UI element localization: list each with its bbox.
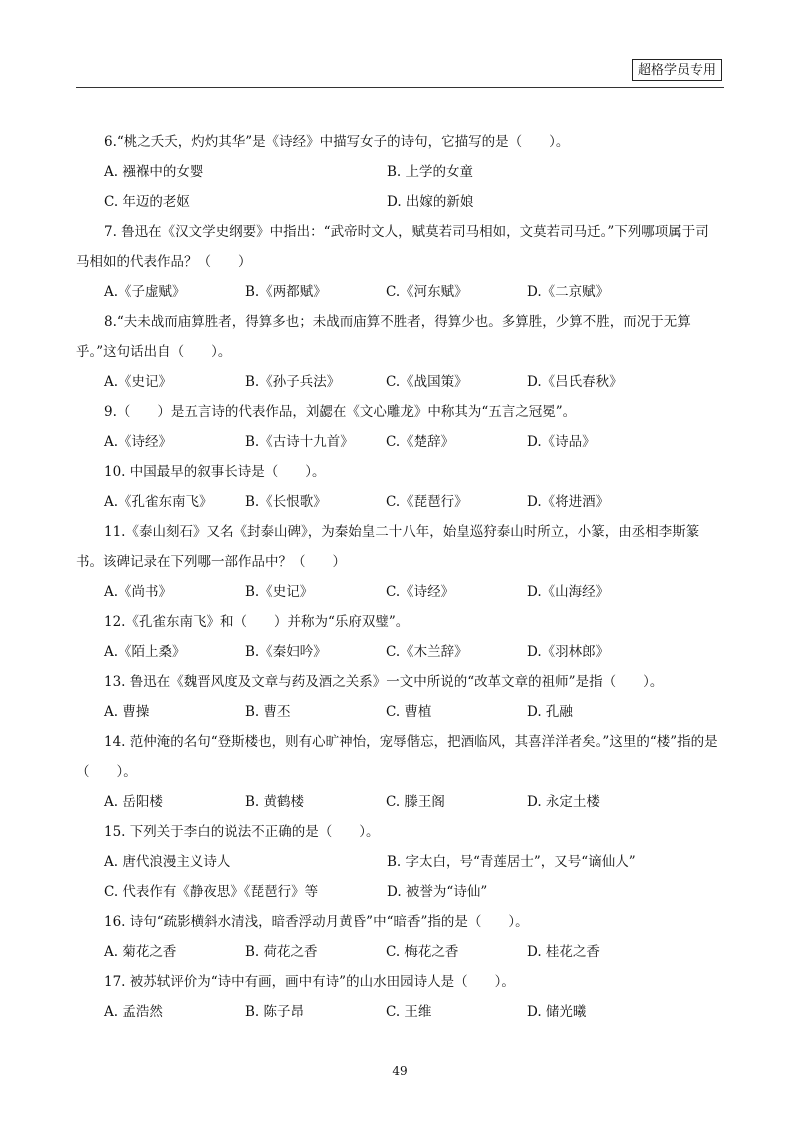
option-16b: B. 荷花之香 — [245, 944, 318, 960]
option-15d: D. 被誉为“诗仙” — [387, 884, 488, 900]
question-list — [76, 127, 720, 1027]
option-6c: C. 年迈的老妪 — [104, 194, 190, 210]
option-9c: C.《楚辞》 — [386, 434, 455, 450]
question-stem-7: 7. 鲁迅在《汉文学史纲要》中指出：“武帝时文人，赋莫若司马相如，文莫若司马迁。”下列哪项属于司马相如的代表作品？（ ） — [76, 224, 709, 270]
options-14 — [104, 787, 720, 817]
option-13b: B. 曹丕 — [245, 704, 291, 720]
option-7b: B.《两都赋》 — [245, 284, 327, 300]
option-15b: B. 字太白，号“青莲居士”，又号“谪仙人” — [387, 854, 636, 870]
question-stem-11: 11.《泰山刻石》又名《封泰山碑》，为秦始皇二十八年，始皇巡狩泰山时所立，小篆，由丞相李斯篆书。该碑记录在下列哪一部作品中？（ ） — [76, 524, 700, 570]
options-7 — [104, 277, 720, 307]
options-12 — [104, 637, 720, 667]
option-15a: A. 唐代浪漫主义诗人 — [104, 854, 231, 870]
option-16c: C. 梅花之香 — [386, 944, 459, 960]
option-9b: B.《古诗十九首》 — [245, 434, 354, 450]
option-16d: D. 桂花之香 — [527, 944, 600, 960]
option-7c: C.《河东赋》 — [386, 284, 468, 300]
option-14b: B. 黄鹤楼 — [245, 794, 305, 810]
option-8b: B.《孙子兵法》 — [245, 374, 341, 390]
option-8a: A.《史记》 — [104, 374, 173, 390]
option-11a: A.《尚书》 — [104, 584, 173, 600]
option-12d: D.《羽林郎》 — [527, 644, 610, 660]
option-13c: C. 曹植 — [386, 704, 432, 720]
question-stem-12: 12.《孔雀东南飞》和（ ）并称为“乐府双璧”。 — [104, 614, 410, 630]
option-17b: B. 陈子昂 — [245, 1004, 305, 1020]
option-12c: C.《木兰辞》 — [386, 644, 468, 660]
option-15c: C. 代表作有《静夜思》《琵琶行》等 — [104, 884, 319, 900]
options-13 — [104, 697, 720, 727]
header-badge: 超格学员专用 — [632, 59, 722, 81]
option-12b: B.《秦妇吟》 — [245, 644, 327, 660]
options-16 — [104, 937, 720, 967]
option-9a: A.《诗经》 — [104, 434, 173, 450]
option-17a: A. 孟浩然 — [104, 1004, 163, 1020]
question-stem-10: 10. 中国最早的叙事长诗是（ ）。 — [104, 464, 326, 480]
option-7a: A.《子虚赋》 — [104, 284, 186, 300]
option-11b: B.《史记》 — [245, 584, 314, 600]
option-10b: B.《长恨歌》 — [245, 494, 327, 510]
question-stem-8: 8.“夫未战而庙算胜者，得算多也；未战而庙算不胜者，得算少也。多算胜，少算不胜，而况于无算乎。”这句话出自（ ）。 — [76, 314, 691, 360]
options-10 — [104, 487, 720, 517]
option-9d: D.《诗品》 — [527, 434, 596, 450]
question-stem-17: 17. 被苏轼评价为“诗中有画，画中有诗”的山水田园诗人是（ ）。 — [104, 974, 515, 990]
option-13a: A. 曹操 — [104, 704, 150, 720]
option-6a: A. 襁褓中的女婴 — [104, 164, 204, 180]
option-11d: D.《山海经》 — [527, 584, 610, 600]
option-12a: A.《陌上桑》 — [104, 644, 186, 660]
option-6d: D. 出嫁的新娘 — [387, 194, 474, 210]
option-14a: A. 岳阳楼 — [104, 794, 163, 810]
page-number: 49 — [392, 1064, 408, 1078]
option-11c: C.《诗经》 — [386, 584, 455, 600]
option-8c: C.《战国策》 — [386, 374, 468, 390]
option-7d: D.《二京赋》 — [527, 284, 610, 300]
options-11 — [104, 577, 720, 607]
options-15 — [104, 847, 720, 907]
option-17d: D. 储光曦 — [527, 1004, 587, 1020]
option-6b: B. 上学的女童 — [387, 164, 474, 180]
question-stem-9: 9.（ ）是五言诗的代表作品，刘勰在《文心雕龙》中称其为“五言之冠冕”。 — [104, 404, 577, 420]
question-stem-14: 14. 范仲淹的名句“登斯楼也，则有心旷神怡，宠辱偕忘，把酒临风，其喜洋洋者矣。”这里的“楼”指的是（ ）。 — [76, 734, 718, 780]
options-6 — [104, 157, 720, 217]
question-stem-15: 15. 下列关于李白的说法不正确的是（ ）。 — [104, 824, 380, 840]
header-rule — [76, 87, 724, 88]
option-14d: D. 永定土楼 — [527, 794, 600, 810]
question-stem-16: 16. 诗句“疏影横斜水清浅，暗香浮动月黄昏”中“暗香”指的是（ ）。 — [104, 914, 529, 930]
options-9 — [104, 427, 720, 457]
option-13d: D. 孔融 — [527, 704, 573, 720]
option-17c: C. 王维 — [386, 1004, 432, 1020]
option-10d: D.《将进酒》 — [527, 494, 610, 510]
option-16a: A. 菊花之香 — [104, 944, 177, 960]
option-10c: C.《琵琶行》 — [386, 494, 468, 510]
option-8d: D.《吕氏春秋》 — [527, 374, 623, 390]
options-17 — [104, 997, 720, 1027]
option-14c: C. 滕王阁 — [386, 794, 445, 810]
option-10a: A.《孔雀东南飞》 — [104, 494, 213, 510]
question-stem-13: 13. 鲁迅在《魏晋风度及文章与药及酒之关系》一文中所说的“改革文章的祖师”是指（ ）。 — [104, 674, 664, 690]
options-8 — [104, 367, 720, 397]
question-stem-6: 6.“桃之夭夭，灼灼其华”是《诗经》中描写女子的诗句，它描写的是（ ）。 — [104, 134, 570, 150]
